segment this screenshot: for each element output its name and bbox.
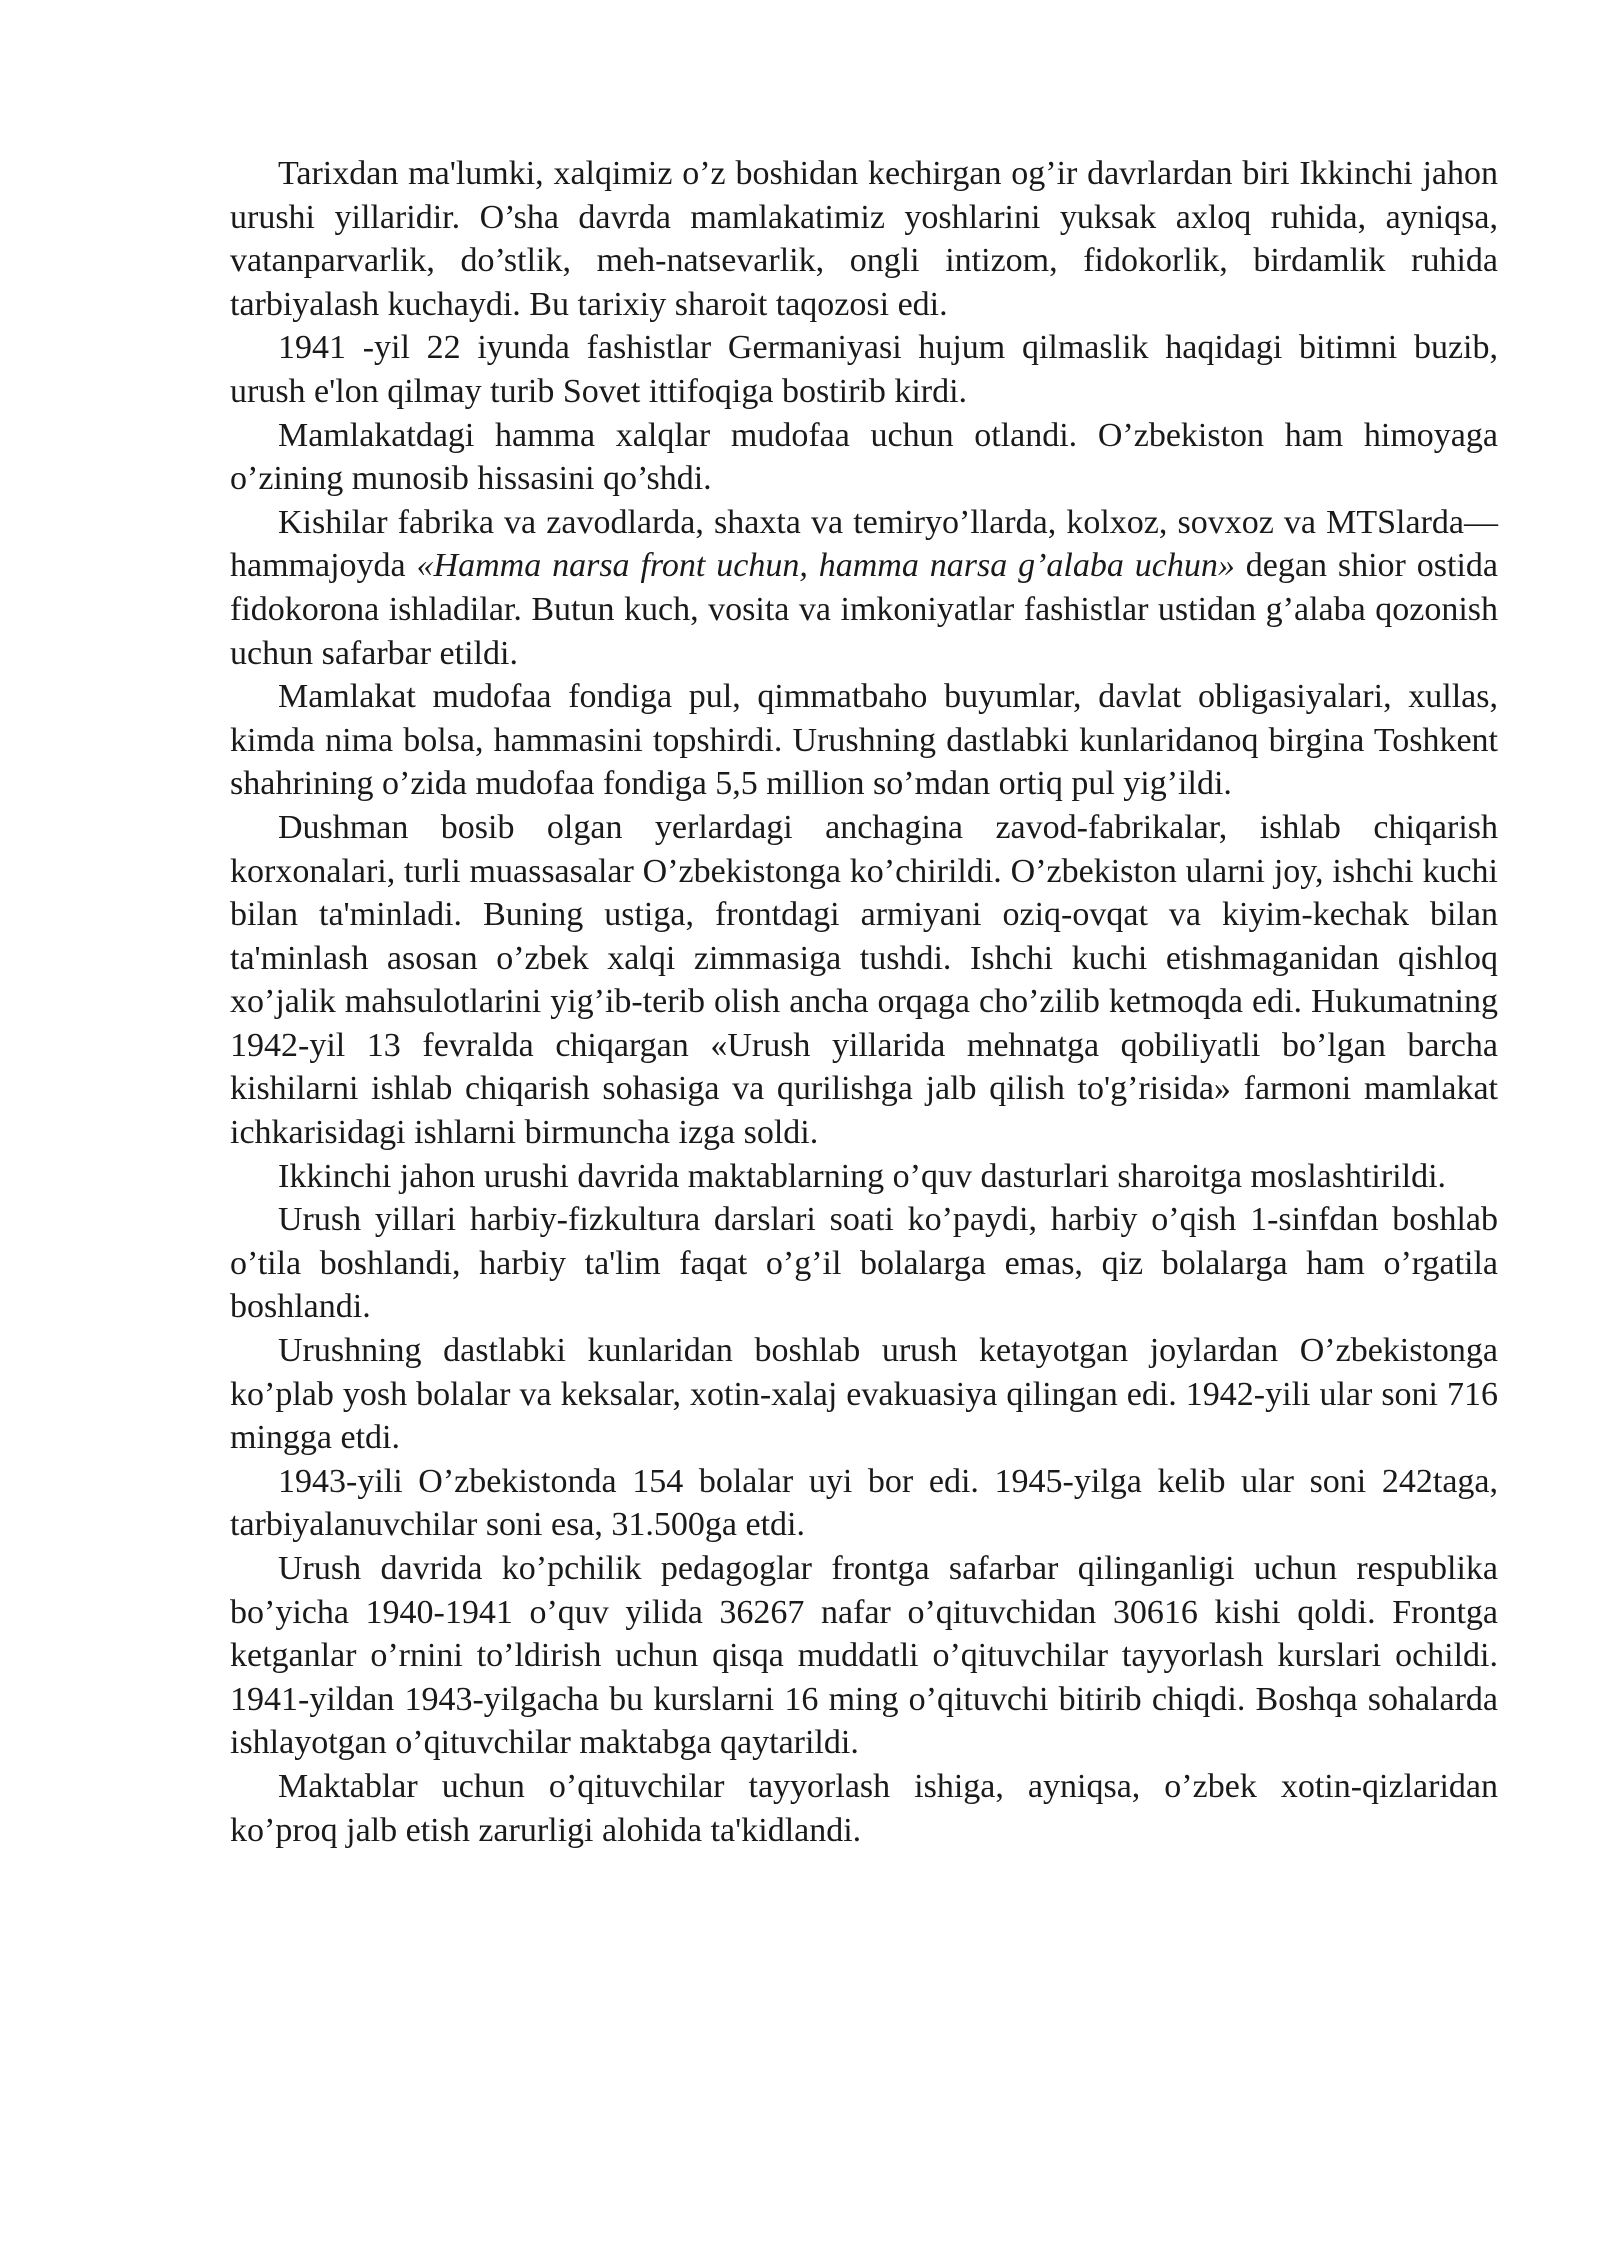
paragraph-9: Urushning dastlabki kunlaridan boshlab urush ketayotgan joylardan O’zbekistonga ko’plab yosh bolalar va keksalar, xotin-xalaj evakuasiya qilingan edi. 1942-yili ular soni 716 mingga etdi. [230,1332,1498,1457]
paragraph-2: 1941 -yil 22 iyunda fashistlar Germaniyasi hujum qilmaslik haqidagi bitimni buzib, urush e'lon qilmay turib Sovet ittifoqiga bostirib kirdi. [230,329,1498,410]
paragraph-8: Urush yillari harbiy-fizkultura darslari soati ko’paydi, harbiy o’qish 1-sinfdan boshlab o’tila boshlandi, harbiy ta'lim faqat o’g’il bolalarga emas, qiz bolalarga ham o’rgatila boshlandi. [230,1201,1498,1326]
paragraph-11: Urush davrida ko’pchilik pedagoglar frontga safarbar qilinganligi uchun respublika bo’yicha 1940-1941 o’quv yilida 36267 nafar o’qituvchidan 30616 kishi qoldi. Frontga ketganlar o’rnini to’ldirish uchun qisqa muddatli o’qituvchilar tayyorlash kurslari ochildi. 1941-yildan 1943-yilgacha bu kurslarni 16 ming o’qituvchi bitirib chiqdi. Boshqa sohalarda ishlayotgan o’qituvchilar maktabga qaytarildi. [230,1550,1498,1762]
paragraph-3: Mamlakatdagi hamma xalqlar mudofaa uchun otlandi. O’zbekiston ham himoyaga o’zining munosib hissasini qo’shdi. [230,416,1498,498]
paragraph-1: Tarixdan ma'lumki, xalqimiz o’z boshidan kechirgan og’ir davrlardan biri Ikkinchi jahon urushi yillaridir. O’sha davrda mamlakatimiz yoshlarini yuksak axloq ruhida, ayniqsa, vatanparvarlik, do’stlik, meh-natsevarlik, ongli intizom, fidokorlik, birdamlik ruhida tarbiyalash kuchaydi. Bu tarixiy sharoit taqozosi edi. [230,155,1498,323]
paragraph-7: Ikkinchi jahon urushi davrida maktablarning o’quv dasturlari sharoitga moslashtirildi. [278,1157,1447,1195]
paragraph-4-rest: degan shior ostida fidokorona ishladilar. Butun kuch, vosita va imkoniyatlar fashistlar ustidan g’alaba qozonish uchun safarbar etildi. [230,547,1498,672]
paragraph-10: 1943-yili O’zbekistonda 154 bolalar uyi bor edi. 1945-yilga kelib ular soni 242taga, tarbiyalanuvchilar soni esa, 31.500ga etdi. [230,1462,1498,1544]
paragraph-12: Maktablar uchun o’qituvchilar tayyorlash ishiga, ayniqsa, o’zbek xotin-qizlaridan ko’proq jalb etish zarurligi alohida ta'kidlandi. [230,1767,1498,1849]
paragraph-4-lead: Kishilar fabrika va zavodlarda, shaxta va temiryo’llarda, kolxoz, sovxoz va MTSlarda—hammajoyda [230,503,1498,585]
paragraph-6: Dushman bosib olgan yerlardagi anchagina zavod-fabrikalar, ishlab chiqarish korxonalari, turli muassasalar O’zbekistonga ko’chirildi. O’zbekiston ularni joy, ishchi kuchi bilan ta'minladi. Buning ustiga, frontdagi armiyani oziq-ovqat va kiyim-kechak bilan ta'minlash asosan o’zbek xalqi zimmasiga tushdi. Ishchi kuchi etishmaganidan qishloq xo’jalik mahsulotlarini yig’ib-terib olish ancha orqaga cho’zilib ketmoqda edi. Hukumatning 1942-yil 13 fevralda chiqargan «Urush yillarida mehnatga qobiliyatli bo’lgan barcha kishilarni ishlab chiqarish sohasiga va qurilishga jalb qilish to'g’risida» farmoni mamlakat ichkarisidagi ishlarni birmuncha izga soldi. [230,808,1498,1152]
paragraph-5: Mamlakat mudofaa fondiga pul, qimmatbaho buyumlar, davlat obligasiyalari, xullas, kimda nima bolsa, hammasini topshirdi. Urushning dastlabki kunlaridanoq birgina Toshkent shahrining o’zida mudofaa fondiga 5,5 million so’mdan ortiq pul yig’ildi. [230,678,1498,803]
paragraph-4 [230,501,1498,675]
document-page [230,152,1498,1852]
slogan-quote: «Hamma narsa front uchun, hamma narsa g’alaba uchun» [416,547,1235,585]
